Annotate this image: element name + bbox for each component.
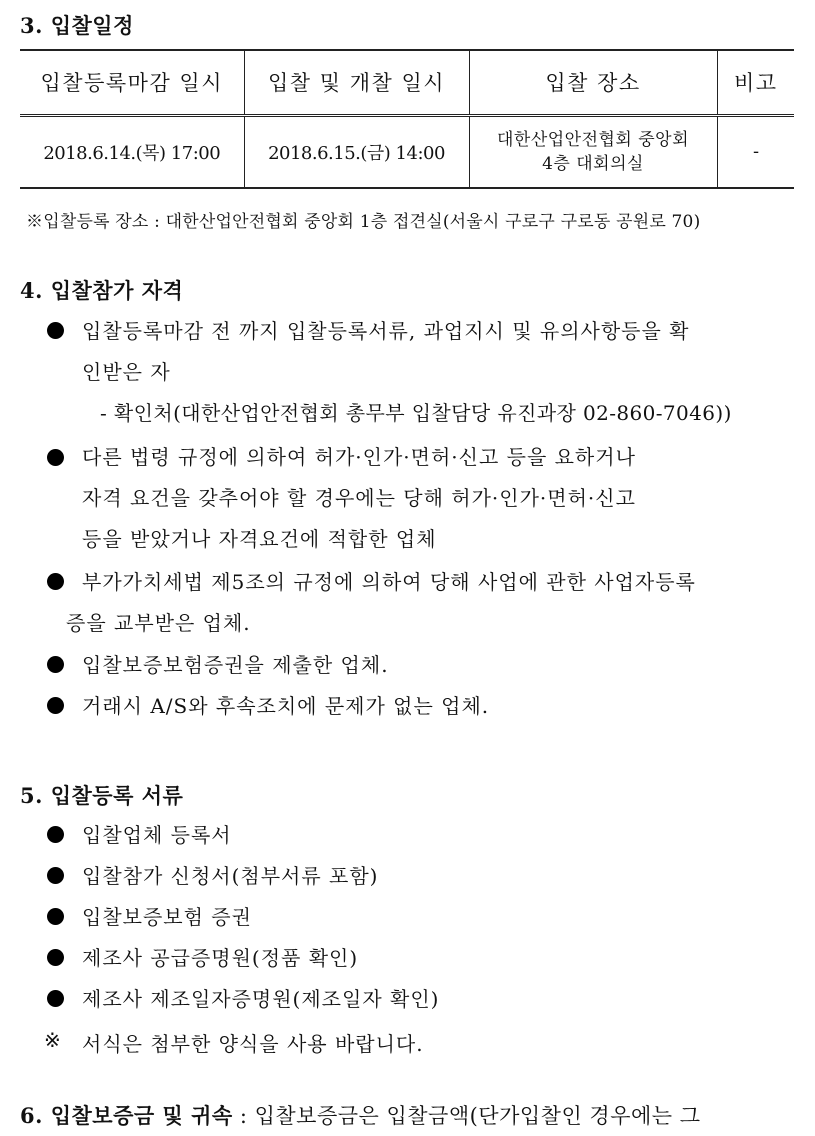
qual-2-line-3: 등을 받았거나 자격요건에 적합한 업체: [82, 527, 437, 551]
header-location: 입찰 장소: [469, 50, 717, 115]
qual-2-line-2: 자격 요건을 갖추어야 할 경우에는 당해 허가·인가·면허·신고: [82, 486, 636, 510]
table-row: [20, 115, 794, 188]
cell-reg-deadline: 2018.6.14.(목) 17:00: [43, 142, 221, 164]
qual-1-line-1: 입찰등록마감 전 까지 입찰등록서류, 과업지시 및 유의사항등을 확: [82, 319, 690, 343]
table-header-row: [20, 50, 794, 115]
section-3-heading: 3. 입찰일정: [20, 13, 134, 38]
forms-note: 서식은 첨부한 양식을 사용 바랍니다.: [82, 1032, 424, 1056]
qual-2-line-1: 다른 법령 규정에 의하여 허가·인가·면허·신고 등을 요하거나: [82, 445, 636, 469]
doc-item-4: 제조사 공급증명원(정품 확인): [82, 946, 359, 970]
bullet-icon: [47, 949, 64, 966]
cell-bid-open: 2018.6.15.(금) 14:00: [244, 115, 469, 188]
qual-1-line-2: 인받은 자: [82, 360, 171, 384]
doc-item-5: 제조사 제조일자증명원(제조일자 확인): [82, 987, 440, 1011]
header-bid-open: 입찰 및 개찰 일시: [244, 50, 469, 115]
qual-3-line-2: 증을 교부받은 업체.: [66, 611, 251, 635]
section-6-text: : 입찰보증금은 입찰금액(단가입찰인 경우에는 그: [232, 1104, 701, 1128]
section-6-heading: 6. 입찰보증금 및 귀속: [20, 1103, 233, 1128]
qual-4-line-1: 입찰보증보험증권을 제출한 업체.: [82, 653, 389, 677]
bullet-icon: [47, 826, 64, 843]
qual-1-line-3: - 확인처(대한산업안전협회 총무부 입찰담당 유진과장 02-860-7046)): [100, 401, 732, 425]
location-line-1: 대한산업안전협회 중앙회: [496, 129, 690, 150]
section-4-heading: 4. 입찰참가 자격: [20, 278, 184, 303]
doc-item-2: 입찰참가 신청서(첨부서류 포함): [82, 864, 379, 888]
bullet-icon: [47, 697, 64, 714]
qual-5-line-1: 거래시 A/S와 후속조치에 문제가 없는 업체.: [82, 694, 490, 718]
bullet-icon: [47, 322, 64, 339]
bullet-icon: [47, 908, 64, 925]
header-remark: 비고: [717, 50, 794, 115]
reference-mark-icon: ※: [44, 1028, 61, 1052]
bid-schedule-table: [20, 49, 794, 189]
bullet-icon: [47, 573, 64, 590]
location-line-2: 4층 대회의실: [542, 153, 644, 174]
cell-location: [469, 115, 717, 188]
section-5-heading: 5. 입찰등록 서류: [20, 783, 184, 808]
cell-remark: -: [717, 115, 794, 188]
bullet-icon: [47, 656, 64, 673]
bullet-icon: [47, 990, 64, 1007]
section-6-line: [20, 1100, 701, 1130]
bullet-icon: [47, 867, 64, 884]
header-reg-deadline: 입찰등록마감 일시: [20, 50, 244, 115]
registration-place-note: ※입찰등록 장소 : 대한산업안전협회 중앙회 1층 접견실(서울시 구로구 구로동 공원로 70): [26, 212, 701, 232]
doc-item-1: 입찰업체 등록서: [82, 823, 232, 847]
qual-3-line-1: 부가가치세법 제5조의 규정에 의하여 당해 사업에 관한 사업자등록: [82, 570, 696, 594]
bullet-icon: [47, 449, 64, 466]
doc-item-3: 입찰보증보험 증권: [82, 905, 252, 929]
